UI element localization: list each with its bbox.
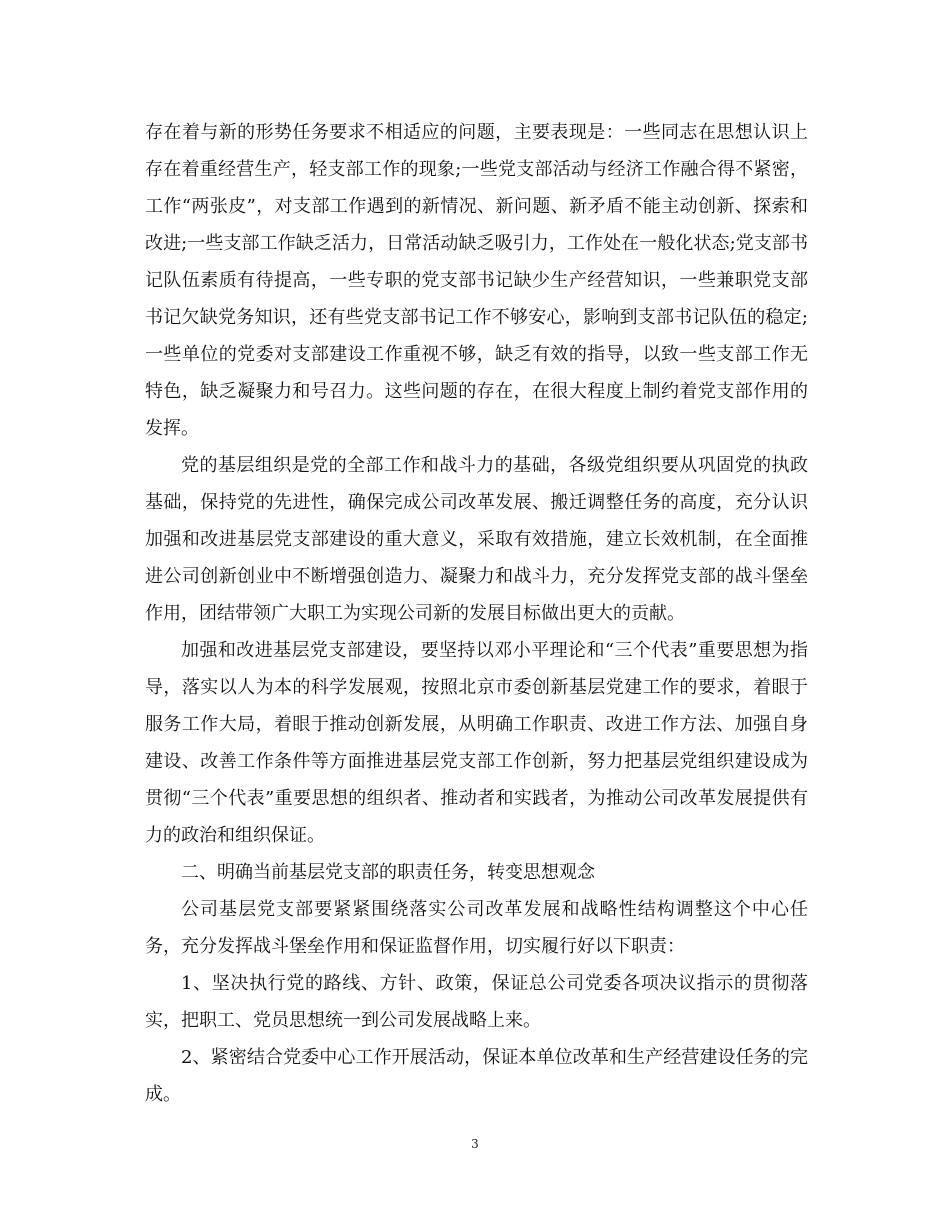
- paragraph-grassroots-foundation: 党的基层组织是党的全部工作和战斗力的基础，各级党组织要从巩固党的执政基础，保持党的先进性，确保完成公司改革发展、搬迁调整任务的高度，充分认识加强和改进基层党支部建设的重大意义，采取有效措施，建立长效机制，在全面推进公司创新创业中不断增强创造力、凝聚力和战斗力，充分发挥党支部的战斗堡垒作用，团结带领广大职工为实现公司新的发展目标做出更大的贡献。: [145, 455, 808, 624]
- paragraph-continued: 存在着与新的形势任务要求不相适应的问题，主要表现是：一些同志在思想认识上存在着重经营生产，轻支部工作的现象;一些党支部活动与经济工作融合得不紧密，工作“两张皮”，对支部工作遇到的新情况、新问题、新矛盾不能主动创新、探索和改进;一些支部工作缺乏活力，日常活动缺乏吸引力，工作处在一般化状态;党支部书记队伍素质有待提高，一些专职的党支部书记缺少生产经营知识，一些兼职党支部书记欠缺党务知识，还有些党支部书记工作不够安心，影响到支部书记队伍的稳定;一些单位的党委对支部建设工作重视不够，缺乏有效的指导，以致一些支部工作无特色，缺乏凝聚力和号召力。这些问题的存在，在很大程度上制约着党支部作用的发挥。: [145, 122, 808, 439]
- list-item-2: 2、紧密结合党委中心工作开展活动，保证本单位改革和生产经营建设任务的完成。: [145, 1047, 808, 1105]
- list-item-1: 1、坚决执行党的路线、方针、政策，保证总公司党委各项决议指示的贯彻落实，把职工、党员思想统一到公司发展战略上来。: [145, 973, 808, 1031]
- document-body: [145, 114, 808, 1113]
- paragraph-guiding-theory: 加强和改进基层党支部建设，要坚持以邓小平理论和“三个代表”重要思想为指导，落实以人为本的科学发展观，按照北京市委创新基层党建工作的要求，着眼于服务工作大局，着眼于推动创新发展，从明确工作职责、改进工作方法、加强自身建设、改善工作条件等方面推进基层党支部工作创新，努力把基层党组织建设成为贯彻“三个代表”重要思想的组织者、推动者和实践者，为推动公司改革发展提供有力的政治和组织保证。: [145, 640, 808, 846]
- paragraph-duties-intro: 公司基层党支部要紧紧围绕落实公司改革发展和战略性结构调整这个中心任务，充分发挥战斗堡垒作用和保证监督作用，切实履行好以下职责：: [145, 899, 808, 957]
- page-number: 3: [471, 1137, 479, 1151]
- section-heading: 二、明确当前基层党支部的职责任务，转变思想观念: [181, 862, 595, 883]
